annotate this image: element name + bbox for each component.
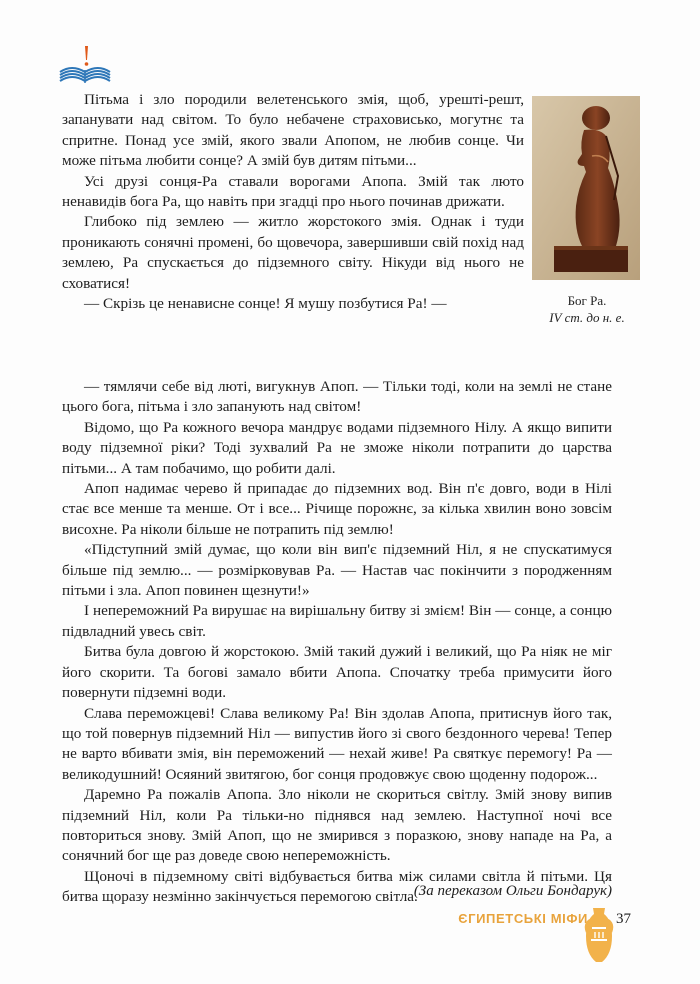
source-credit: (За переказом Ольги Бондарук) (413, 883, 612, 899)
paragraph: — Скрізь це ненависне сонце! Я мушу позбутися Ра! — (84, 295, 447, 313)
paragraph: — тямлячи себе від люті, вигукнув Апоп. — Тільки тоді, коли на землі не стане цього бога, пітьма і зло запанують над світом! (62, 378, 612, 416)
figure-caption (532, 292, 642, 326)
section-title: ЄГИПЕТСЬКІ МІФИ (458, 911, 588, 926)
paragraph: І непереможний Ра вирушає на вирішальну битву зі змієм! Він — сонце, а сонцю підвладний увесь світ. (62, 602, 612, 640)
story-text-top (62, 90, 524, 314)
paragraph: Глибоко під землею — житло жорстокого змія. Однак і туди проникають сонячні промені, бо щовечора, завершивши свій похід над землею, Ра спускається до підземного світу. Нікуди від нього не сховатися! (62, 213, 524, 292)
paragraph: Слава переможцеві! Слава великому Ра! Він здолав Апопа, притиснув його так, що той повернув підземний Ніл — випустив його зі свого бездонного черева! Тепер не варто вбивати змія, він переможений — нехай живе! Ра святкує перемогу! Ра — великодушний! Осяяний звитягою, бог сонця продовжує свою щоденну подорож... (62, 704, 612, 783)
ra-figure (532, 96, 642, 326)
open-book-exclamation-icon (58, 46, 112, 86)
page-number: 37 (616, 911, 631, 927)
paragraph: Битва була довгою й жорстокою. Змій такий дужий і великий, що Ра ніяк не міг його скорити. Та богові замало вбити Апопа. Спочатку треба примусити його повернути підземні води. (62, 643, 612, 702)
paragraph: Даремно Ра пожалів Апопа. Зло ніколи не скориться світлу. Змій знову випив підземний Ніл, коли Ра тільки-но піднявся над землею. Наступної ночі все повториться знову. Змій Апоп, що не змирився з поразкою, знову нападе на Ра, а сонячний бог ще раз доведе свою непереможність. (62, 786, 612, 865)
caption-title: Бог Ра. (567, 293, 607, 308)
statue-of-ra-photo (532, 96, 640, 280)
paragraph: «Підступний змій думає, що коли він вип'є підземний Ніл, я не спускатимуся більше під землю... — розмірковував Ра. — Настав час покінчити з породженням пітьми і зла. Апоп повинен щезнути!» (62, 541, 612, 600)
paragraph: Апоп надимає черево й припадає до підземних вод. Він п'є довго, води в Нілі стає все менше та менше. От і все... Річище порожнє, за кілька хвилин воно зовсім висохне. Ра ніколи більше не потрапить під землю! (62, 480, 612, 538)
story-text-bottom (62, 377, 612, 908)
paragraph: Пітьма і зло породили велетенського змія, щоб, урешті-решт, запанувати над світом. То було небачене страховисько, могутнє та спритне. Понад усе змій, якого звали Апопом, не любив сонце. Чи може пітьма любити сонце? А змій був дитям пітьми... (62, 91, 524, 170)
caption-date: IV ст. до н. е. (549, 310, 625, 325)
paragraph: Щоночі в підземному світі відбувається битва між силами світла й пітьми. Ця битва щоразу незмінно закінчується перемогою світла. (62, 867, 612, 906)
paragraph: Усі друзі сонця-Ра ставали ворогами Апопа. Змій так люто ненавидів бога Ра, що навіть при згадці про нього починав дрижати. (62, 172, 524, 211)
amphora-icon (584, 906, 614, 964)
paragraph: Відомо, що Ра кожного вечора мандрує водами підземного Нілу. А якщо випити воду підземної ріки? Тоді зухвалий Ра не зможе ніколи потрапити до царства пітьми... А там побачимо, що робити далі. (62, 418, 612, 477)
